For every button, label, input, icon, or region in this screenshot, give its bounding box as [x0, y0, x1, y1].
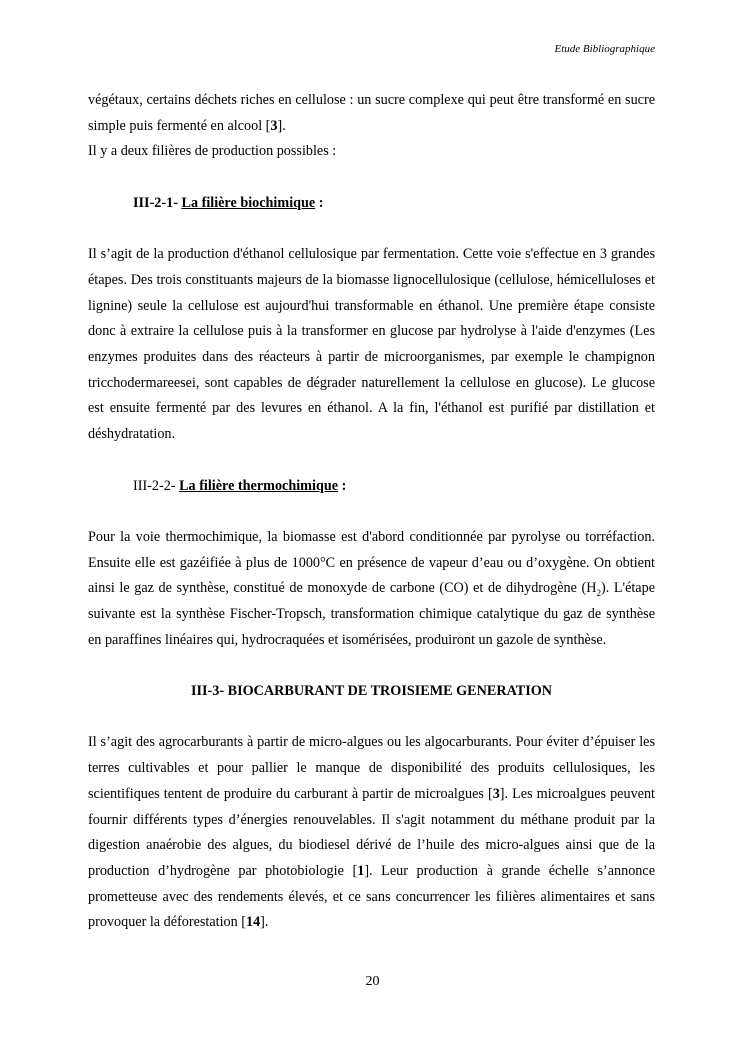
section-suffix: : — [315, 194, 324, 211]
subscript: 2 — [596, 588, 601, 599]
running-header: Etude Bibliographique — [554, 43, 655, 55]
intro-paragraph — [88, 88, 655, 139]
section-title: La filière biochimique — [181, 194, 316, 211]
section-suffix: : — [338, 477, 347, 494]
paragraph-text: Il s’agit des agrocarburants à partir de micro-algues ou les algocarburants. Pour éviter d’épuiser les terres cultivables et pour pallier le manque de disponibilité des produits cellulosiques, les scientifiques tentent de produire du carburant à partir de microalgues [ — [88, 734, 655, 802]
citation-ref: 3 — [270, 117, 278, 134]
intro-text-end: ]. — [277, 117, 286, 134]
intro-text: végétaux, certains déchets riches en cellulose : un sucre complexe qui peut être transformé en sucre simple puis fermenté en alcool [ — [88, 92, 655, 134]
paragraph-text: ]. Leur production à grande échelle s’annonce prometteuse avec des rendements élevés, et ce sans concurrencer les filières alimentaires et sans provoquer la déforestation [ — [88, 863, 655, 931]
paragraph-text: ]. Les microalgues peuvent fournir différents types d’énergies renouvelables. Il s'agit notamment du méthane produit par la digestion anaérobie des algues, du biodiesel dérivé de l’huile des micro-algues ainsi que de la production d’hydrogène par photobiologie [ — [88, 785, 655, 879]
biochimique-paragraph: Il s’agit de la production d'éthanol cellulosique par fermentation. Cette voie s'effectue en 3 grandes étapes. Des trois constituants majeurs de la biomasse lignocellulosique (cellulose, hémicelluloses et lignine) seule la cellulose est aujourd'hui transformable en éthanol. Une première étape consiste donc à extraire la cellulose puis à la transformer en glucose par hydrolyse à l'aide d'enzymes (Les enzymes produites dans des réacteurs à partir de microorganismes, par exemple le champignon tricchodermareesei, sont capables de dégrader naturellement la cellulose en glucose). Le glucose est ensuite fermenté par des levures en éthanol. A la fin, l'éthanol est purifié par distillation et déshydratation. — [88, 246, 655, 443]
citation-ref: 3 — [492, 785, 500, 802]
paragraph-text: ). L'étape suivante est la synthèse Fischer-Tropsch, transformation chimique catalytique du gaz de synthèse en paraffines linéaires qui, hydrocraquées et isomérisées, produiront un gazole de synthèse. — [88, 580, 655, 648]
citation-ref: 14 — [245, 914, 261, 931]
thermochimique-paragraph — [88, 525, 655, 654]
page-number: 20 — [365, 974, 380, 989]
intro-line2: Il y a deux filières de production possibles : — [88, 143, 337, 160]
citation-ref: 1 — [357, 863, 365, 879]
section-heading-third-generation: III-3- BIOCARBURANT DE TROISIEME GENERATION — [190, 683, 553, 700]
section-number: III-2-1- — [133, 194, 182, 211]
section-title: La filière thermochimique — [179, 477, 339, 494]
section-heading-thermochimique — [133, 474, 655, 500]
paragraph-text: ]. — [260, 914, 269, 931]
page-body — [88, 88, 655, 936]
third-generation-paragraph — [88, 730, 655, 936]
paragraph-text: Pour la voie thermochimique, la biomasse est d'abord conditionnée par pyrolyse ou torréfaction. Ensuite elle est gazéifiée à plus de 1000°C en présence de vapeur d’eau ou d’oxygène. On obtient ainsi le gaz de synthèse, constitué de monoxyde de carbone (CO) et de dihydrogène (H — [88, 528, 655, 597]
section-number: III-2-2- — [133, 477, 180, 494]
section-heading-biochimique — [133, 191, 655, 217]
